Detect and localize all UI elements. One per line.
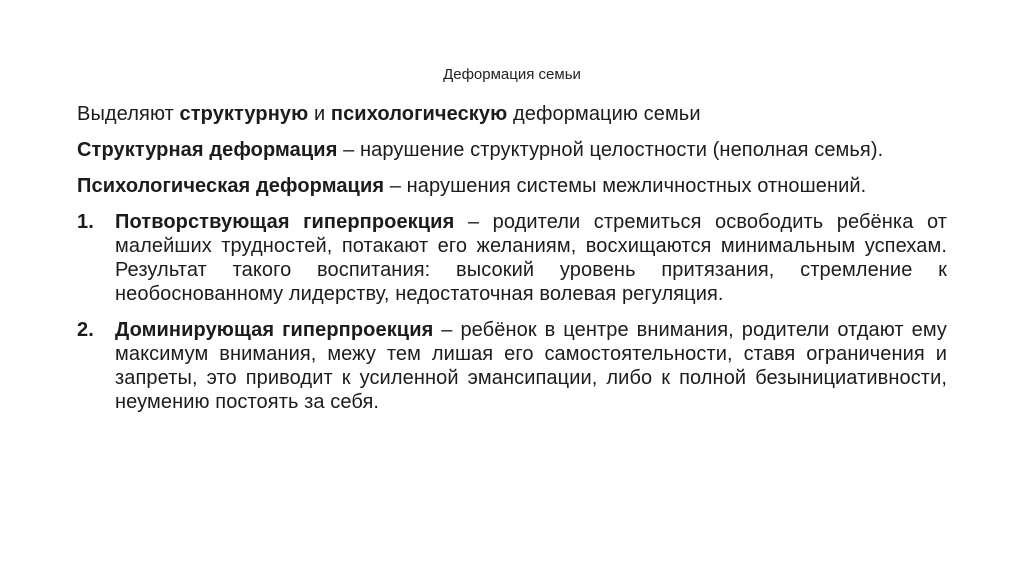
list-item-term: Потворствующая гиперпроекция	[115, 211, 455, 233]
structural-term: Структурная деформация	[77, 139, 338, 161]
list-item-body	[115, 318, 947, 414]
intro-suffix: деформацию семьи	[507, 103, 701, 125]
psychological-text: – нарушения системы межличностных отношений.	[384, 175, 867, 197]
intro-mid: и	[308, 103, 331, 125]
structural-text: – нарушение структурной целостности (неполная семья).	[337, 139, 884, 161]
list-item-term: Доминирующая гиперпроекция	[115, 319, 434, 341]
list-item-text: – родители стремиться освободить ребёнка от малейших трудностей, потакают его желаниям, восхищаются минимальным успехам. Результат такого воспитания: высокий уровень притязания, стремление к необоснованному лидерству, недостаточная волевая регуляция.	[115, 211, 947, 305]
list-item-number: 1.	[77, 211, 94, 233]
slide-content	[77, 102, 947, 426]
structural-definition	[77, 138, 947, 162]
intro-bold-structural: структурную	[179, 103, 309, 125]
list-item	[77, 210, 947, 306]
intro-bold-psychological: психологическую	[330, 103, 508, 125]
psychological-definition	[77, 174, 947, 198]
list-item-text: – ребёнок в центре внимания, родители отдают ему максимум внимания, межу тем лишая его самостоятельности, ставя ограничения и запреты, это приводит к усиленной эмансипации, либо к полной безынициативности, неумению постоять за себя.	[115, 319, 948, 413]
list-item	[77, 318, 947, 414]
slide-title: Деформация семьи	[443, 66, 581, 83]
psychological-term: Психологическая деформация	[77, 175, 385, 197]
intro-prefix: Выделяют	[77, 103, 180, 125]
list-item-number: 2.	[77, 319, 94, 341]
list-item-body	[115, 210, 947, 306]
intro-paragraph	[77, 102, 947, 126]
